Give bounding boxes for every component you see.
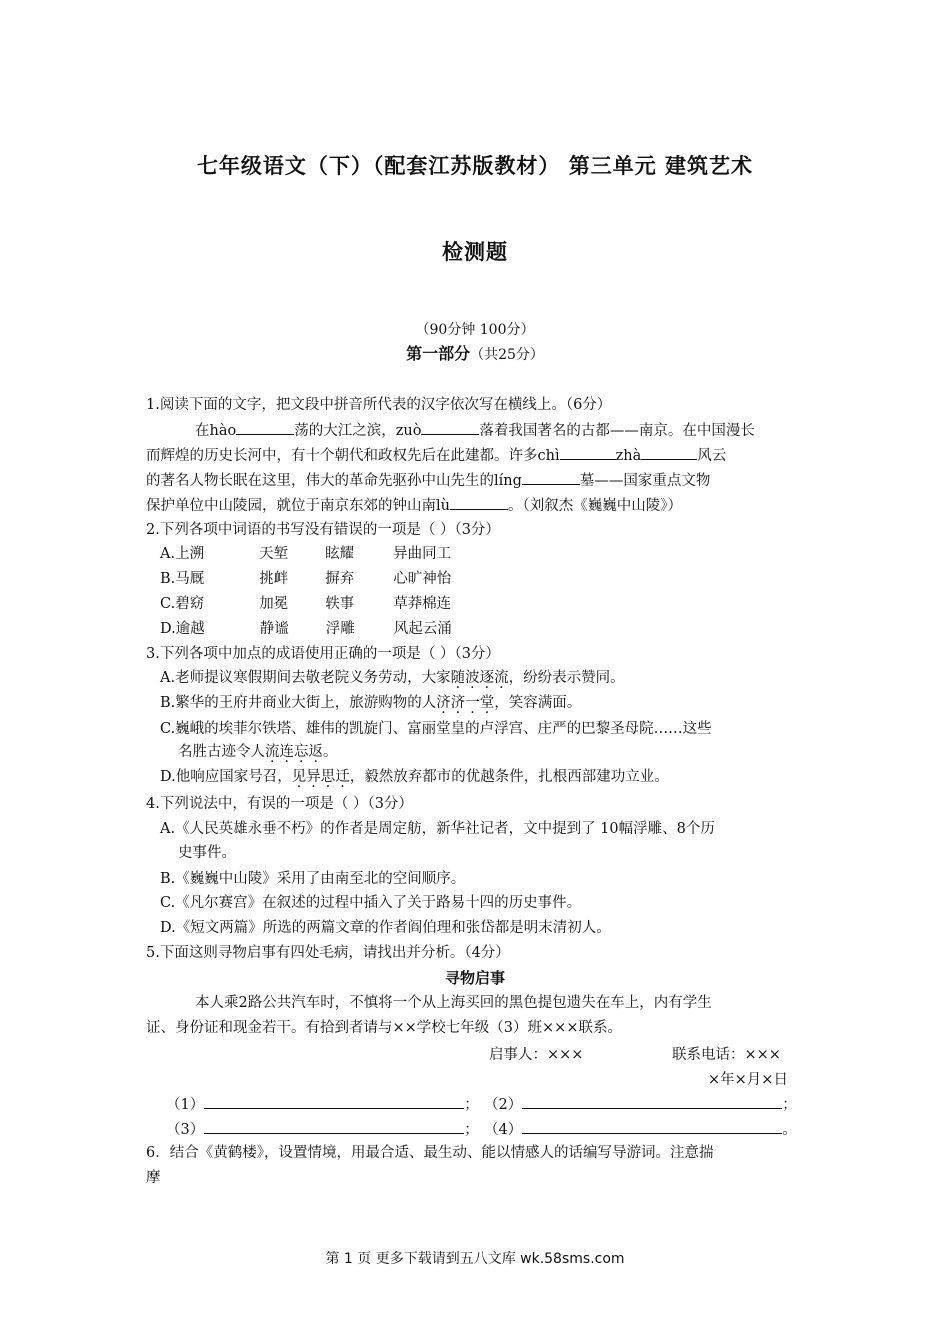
blank-5 bbox=[522, 470, 580, 485]
q2-option-b: B.马厩 挑衅 摒弃 心旷神怡 bbox=[160, 571, 452, 587]
q4-option-c: C.《凡尔赛宫》在叙述的过程中插入了关于路易十四的历史事件。 bbox=[160, 895, 582, 911]
blank-3 bbox=[560, 445, 616, 460]
q1-line2: 而辉煌的历史长河中，有十个朝代和政权先后在此建都。许多chì zhà 风云 bbox=[146, 445, 726, 466]
emphasis-char: 波 bbox=[465, 670, 480, 686]
q3-option-c-line2: 名胜古迹令人流连忘返。 bbox=[178, 744, 338, 760]
emphasis-char: 忘 bbox=[294, 744, 309, 760]
part1-score: （共25分） bbox=[470, 347, 544, 363]
answer-row-3: （3） ； bbox=[166, 1118, 479, 1139]
answer-line-2[interactable] bbox=[522, 1094, 782, 1109]
emphasis-char: 返 bbox=[308, 744, 323, 760]
q1-stem: 1.阅读下面的文字，把文段中拼音所代表的汉字依次写在横线上。（6分） bbox=[146, 397, 612, 413]
time-score: （90分钟 100分） bbox=[415, 322, 535, 338]
q1-line3: 的著名人物长眠在这里，伟大的革命先驱孙中山先生的líng 墓——国家重点文物 bbox=[146, 470, 710, 491]
q4-option-d: D.《短文两篇》所选的两篇文章的作者阎伯理和张岱都是明末清初人。 bbox=[160, 920, 611, 936]
q2-option-d: D.逾越 静谧 浮雕 风起云涌 bbox=[160, 621, 452, 637]
answer-line-4[interactable] bbox=[522, 1119, 782, 1134]
emphasis-char: 济 bbox=[450, 695, 466, 711]
answer-row-1: （1） ； bbox=[166, 1093, 479, 1114]
q5-stem: 5.下面这则寻物启事有四处毛病，请找出并分析。（4分） bbox=[146, 945, 510, 961]
answer-line-1[interactable] bbox=[204, 1094, 464, 1109]
emphasis-char: 见 bbox=[291, 769, 307, 785]
emphasis-char: 一 bbox=[465, 695, 480, 711]
emphasis-char: 流 bbox=[494, 670, 509, 686]
emphasis-char: 济 bbox=[436, 695, 451, 711]
q4-stem: 4.下列说法中，有误的一项是（ ）（3分） bbox=[146, 796, 413, 812]
q4-option-a-line1: A.《人民英雄永垂不朽》的作者是周定舫，新华社记者，文中提到了 10幅浮雕、8个历 bbox=[160, 821, 715, 837]
page-footer: 第 1 页 更多下载请到五八文库 wk.58sms.com bbox=[325, 1251, 625, 1267]
doc-title-line2: 检测题 bbox=[442, 240, 508, 264]
q2-stem: 2.下列各项中词语的书写没有错误的一项是（ ）（3分） bbox=[146, 522, 500, 538]
blank-6 bbox=[450, 495, 508, 510]
q4-option-b: B.《巍巍中山陵》采用了由南至北的空间顺序。 bbox=[160, 871, 466, 887]
answer-row-4: （4） 。 bbox=[484, 1118, 797, 1139]
part1-label: 第一部分 bbox=[406, 344, 471, 363]
q3-option-c-line1: C.巍峨的埃菲尔铁塔、雄伟的凯旋门、富丽堂皇的卢浮宫、庄严的巴黎圣母院……这些 bbox=[160, 721, 712, 737]
q2-option-a: A.上溯 天堑 眩耀 异曲同工 bbox=[160, 546, 452, 562]
blank-4 bbox=[641, 445, 697, 460]
emphasis-char: 随 bbox=[450, 670, 466, 686]
dotted-idiom-a bbox=[451, 670, 509, 686]
emphasis-char: 堂 bbox=[479, 695, 495, 711]
notice-body-line2: 证、身份证和现金若干。有拾到者请与××学校七年级（3）班×××联系。 bbox=[146, 1020, 622, 1036]
q3-option-a: A.老师提议寒假期间去敬老院义务劳动，大家随波逐流，纷纷表示赞同。 bbox=[160, 670, 625, 686]
emphasis-char: 迁 bbox=[335, 769, 350, 785]
notice-date: ×年×月×日 bbox=[708, 1072, 788, 1088]
part1-heading bbox=[0, 344, 950, 365]
blank-1 bbox=[236, 420, 294, 435]
emphasis-char: 思 bbox=[320, 769, 336, 785]
q3-stem: 3.下列各项中加点的成语使用正确的一项是（ ）（3分） bbox=[146, 646, 500, 662]
notice-phone: 联系电话：××× bbox=[672, 1047, 781, 1063]
answer-line-3[interactable] bbox=[204, 1119, 464, 1134]
notice-body-line1: 本人乘2路公共汽车时，不慎将一个从上海买回的黑色提包遗失在车上，内有学生 bbox=[195, 995, 712, 1011]
dotted-idiom-b bbox=[436, 695, 494, 711]
q4-option-a-line2: 史事件。 bbox=[178, 845, 236, 861]
dotted-idiom-c bbox=[265, 744, 323, 760]
emphasis-char: 异 bbox=[306, 769, 321, 785]
q2-option-c: C.碧窈 加冕 轶事 草莽棉连 bbox=[160, 596, 452, 612]
dotted-idiom-d bbox=[292, 769, 350, 785]
answer-row-2: （2） ； bbox=[484, 1093, 797, 1114]
q1-line4: 保护单位中山陵园，就位于南京东郊的钟山南lù 。（刘叙杰《巍巍中山陵》） bbox=[146, 495, 682, 516]
emphasis-char: 流 bbox=[265, 744, 280, 760]
blank-2 bbox=[421, 420, 479, 435]
q1-line1: 在hào 荡的大江之滨，zuò 落着我国著名的古都——南京。在中国漫长 bbox=[195, 420, 755, 441]
notice-title: 寻物启事 bbox=[444, 969, 505, 987]
q6-line1: 6．结合《黄鹤楼》，设置情境，用最合适、最生动、能以情感人的话编写导游词。注意揣 bbox=[146, 1145, 714, 1161]
emphasis-char: 逐 bbox=[479, 670, 495, 686]
notice-signer: 启事人：××× bbox=[489, 1047, 584, 1063]
q6-line2: 摩 bbox=[146, 1170, 161, 1186]
doc-title-line1: 七年级语文（下）（配套江苏版教材） 第三单元 建筑艺术 bbox=[196, 154, 754, 178]
q3-option-b: B.繁华的王府井商业大街上，旅游购物的人济济一堂，笑容满面。 bbox=[160, 695, 582, 711]
q3-option-d: D.他响应国家号召，见异思迁，毅然放弃都市的优越条件，扎根西部建功立业。 bbox=[160, 769, 669, 785]
emphasis-char: 连 bbox=[279, 744, 294, 760]
